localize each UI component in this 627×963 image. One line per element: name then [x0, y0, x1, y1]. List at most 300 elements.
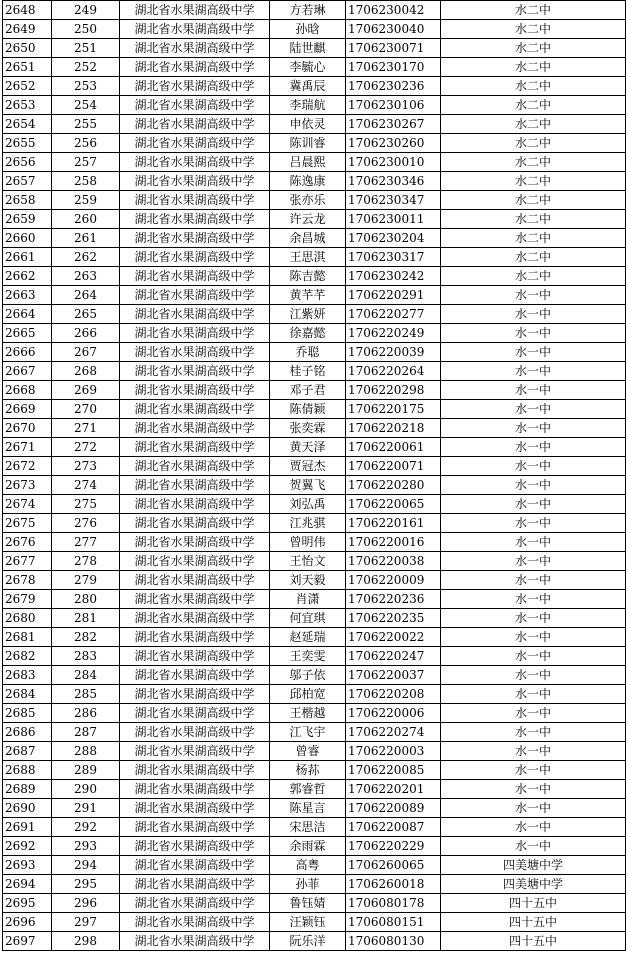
overall-index-cell: 2682 [3, 647, 52, 666]
table-row [3, 343, 626, 362]
origin-school-cell: 水一中 [441, 609, 626, 628]
table-row [3, 77, 626, 96]
school-index-cell: 287 [52, 723, 120, 742]
school-index-cell: 256 [52, 134, 120, 153]
school-name-cell: 湖北省水果湖高级中学 [120, 58, 270, 77]
student-name-cell: 高粤 [270, 856, 346, 875]
origin-school-cell: 四美塘中学 [441, 875, 626, 894]
overall-index-cell: 2690 [3, 799, 52, 818]
overall-index-cell: 2694 [3, 875, 52, 894]
school-index-cell: 263 [52, 267, 120, 286]
student-name-cell: 贺翼飞 [270, 476, 346, 495]
table-row [3, 96, 626, 115]
school-name-cell: 湖北省水果湖高级中学 [120, 685, 270, 704]
school-index-cell: 253 [52, 77, 120, 96]
student-name-cell: 陈倩颖 [270, 400, 346, 419]
school-index-cell: 261 [52, 229, 120, 248]
student-id-cell: 1706260065 [346, 856, 441, 875]
school-name-cell: 湖北省水果湖高级中学 [120, 419, 270, 438]
school-name-cell: 湖北省水果湖高级中学 [120, 723, 270, 742]
student-name-cell: 陈吉懿 [270, 267, 346, 286]
student-id-cell: 1706260018 [346, 875, 441, 894]
table-row [3, 495, 626, 514]
overall-index-cell: 2659 [3, 210, 52, 229]
overall-index-cell: 2675 [3, 514, 52, 533]
student-name-cell: 陈逸康 [270, 172, 346, 191]
student-name-cell: 张亦乐 [270, 191, 346, 210]
origin-school-cell: 水一中 [441, 305, 626, 324]
student-id-cell: 1706220006 [346, 704, 441, 723]
overall-index-cell: 2668 [3, 381, 52, 400]
overall-index-cell: 2671 [3, 438, 52, 457]
school-index-cell: 269 [52, 381, 120, 400]
school-name-cell: 湖北省水果湖高级中学 [120, 286, 270, 305]
student-name-cell: 孙菲 [270, 875, 346, 894]
table-row [3, 134, 626, 153]
student-name-cell: 鲁钰婧 [270, 894, 346, 913]
overall-index-cell: 2667 [3, 362, 52, 381]
school-index-cell: 283 [52, 647, 120, 666]
student-name-cell: 王怡文 [270, 552, 346, 571]
student-id-cell: 1706220277 [346, 305, 441, 324]
student-id-cell: 1706230317 [346, 248, 441, 267]
school-index-cell: 275 [52, 495, 120, 514]
overall-index-cell: 2653 [3, 96, 52, 115]
student-id-cell: 1706220298 [346, 381, 441, 400]
school-index-cell: 282 [52, 628, 120, 647]
overall-index-cell: 2691 [3, 818, 52, 837]
school-index-cell: 257 [52, 153, 120, 172]
school-name-cell: 湖北省水果湖高级中学 [120, 96, 270, 115]
student-name-cell: 张奕霖 [270, 419, 346, 438]
student-id-cell: 1706220249 [346, 324, 441, 343]
student-id-cell: 1706220235 [346, 609, 441, 628]
origin-school-cell: 水一中 [441, 685, 626, 704]
student-name-cell: 黄天泽 [270, 438, 346, 457]
school-name-cell: 湖北省水果湖高级中学 [120, 248, 270, 267]
table-row [3, 210, 626, 229]
student-name-cell: 余雨霖 [270, 837, 346, 856]
table-row [3, 685, 626, 704]
table-row [3, 723, 626, 742]
origin-school-cell: 水二中 [441, 248, 626, 267]
origin-school-cell: 水一中 [441, 742, 626, 761]
origin-school-cell: 水一中 [441, 723, 626, 742]
overall-index-cell: 2673 [3, 476, 52, 495]
overall-index-cell: 2657 [3, 172, 52, 191]
overall-index-cell: 2695 [3, 894, 52, 913]
student-name-cell: 孙晗 [270, 20, 346, 39]
origin-school-cell: 水一中 [441, 533, 626, 552]
overall-index-cell: 2693 [3, 856, 52, 875]
overall-index-cell: 2677 [3, 552, 52, 571]
overall-index-cell: 2683 [3, 666, 52, 685]
school-index-cell: 267 [52, 343, 120, 362]
overall-index-cell: 2650 [3, 39, 52, 58]
table-row [3, 780, 626, 799]
table-row [3, 571, 626, 590]
school-index-cell: 296 [52, 894, 120, 913]
origin-school-cell: 水二中 [441, 267, 626, 286]
student-name-cell: 赵延瑞 [270, 628, 346, 647]
school-name-cell: 湖北省水果湖高级中学 [120, 666, 270, 685]
origin-school-cell: 水一中 [441, 286, 626, 305]
school-index-cell: 281 [52, 609, 120, 628]
origin-school-cell: 四十五中 [441, 932, 626, 951]
student-name-cell: 余昌城 [270, 229, 346, 248]
overall-index-cell: 2661 [3, 248, 52, 267]
student-name-cell: 王奕雯 [270, 647, 346, 666]
student-id-cell: 1706220065 [346, 495, 441, 514]
student-name-cell: 何宜琪 [270, 609, 346, 628]
origin-school-cell: 水二中 [441, 210, 626, 229]
student-name-cell: 李毓心 [270, 58, 346, 77]
student-name-cell: 李瑞航 [270, 96, 346, 115]
table-row [3, 856, 626, 875]
table-row [3, 1, 626, 20]
table-row [3, 476, 626, 495]
admission-table [2, 0, 626, 951]
origin-school-cell: 水一中 [441, 495, 626, 514]
table-row [3, 552, 626, 571]
table-row [3, 818, 626, 837]
overall-index-cell: 2651 [3, 58, 52, 77]
student-id-cell: 1706220161 [346, 514, 441, 533]
origin-school-cell: 水一中 [441, 419, 626, 438]
overall-index-cell: 2665 [3, 324, 52, 343]
school-index-cell: 255 [52, 115, 120, 134]
school-name-cell: 湖北省水果湖高级中学 [120, 875, 270, 894]
student-id-cell: 1706220009 [346, 571, 441, 590]
origin-school-cell: 水一中 [441, 628, 626, 647]
student-name-cell: 江飞宇 [270, 723, 346, 742]
origin-school-cell: 水二中 [441, 20, 626, 39]
overall-index-cell: 2687 [3, 742, 52, 761]
school-name-cell: 湖北省水果湖高级中学 [120, 229, 270, 248]
origin-school-cell: 水一中 [441, 514, 626, 533]
school-index-cell: 280 [52, 590, 120, 609]
table-row [3, 58, 626, 77]
school-name-cell: 湖北省水果湖高级中学 [120, 115, 270, 134]
school-index-cell: 290 [52, 780, 120, 799]
origin-school-cell: 水二中 [441, 96, 626, 115]
student-name-cell: 王思淇 [270, 248, 346, 267]
overall-index-cell: 2676 [3, 533, 52, 552]
student-name-cell: 汪颖钰 [270, 913, 346, 932]
school-name-cell: 湖北省水果湖高级中学 [120, 343, 270, 362]
overall-index-cell: 2660 [3, 229, 52, 248]
origin-school-cell: 水一中 [441, 780, 626, 799]
student-name-cell: 刘天毅 [270, 571, 346, 590]
table-row [3, 533, 626, 552]
student-id-cell: 1706220061 [346, 438, 441, 457]
school-index-cell: 297 [52, 913, 120, 932]
school-name-cell: 湖北省水果湖高级中学 [120, 837, 270, 856]
student-id-cell: 1706230242 [346, 267, 441, 286]
table-row [3, 609, 626, 628]
school-index-cell: 293 [52, 837, 120, 856]
origin-school-cell: 水二中 [441, 134, 626, 153]
school-name-cell: 湖北省水果湖高级中学 [120, 571, 270, 590]
student-name-cell: 刘弘禹 [270, 495, 346, 514]
school-index-cell: 262 [52, 248, 120, 267]
table-row [3, 438, 626, 457]
table-row [3, 419, 626, 438]
school-index-cell: 271 [52, 419, 120, 438]
origin-school-cell: 水一中 [441, 704, 626, 723]
school-name-cell: 湖北省水果湖高级中学 [120, 628, 270, 647]
overall-index-cell: 2669 [3, 400, 52, 419]
overall-index-cell: 2662 [3, 267, 52, 286]
student-name-cell: 贾冠杰 [270, 457, 346, 476]
school-name-cell: 湖北省水果湖高级中学 [120, 191, 270, 210]
school-index-cell: 259 [52, 191, 120, 210]
overall-index-cell: 2689 [3, 780, 52, 799]
school-name-cell: 湖北省水果湖高级中学 [120, 20, 270, 39]
table-row [3, 647, 626, 666]
school-name-cell: 湖北省水果湖高级中学 [120, 172, 270, 191]
student-id-cell: 1706220071 [346, 457, 441, 476]
school-index-cell: 258 [52, 172, 120, 191]
origin-school-cell: 水二中 [441, 115, 626, 134]
school-index-cell: 288 [52, 742, 120, 761]
student-name-cell: 曾睿 [270, 742, 346, 761]
student-name-cell: 陆世麒 [270, 39, 346, 58]
school-name-cell: 湖北省水果湖高级中学 [120, 761, 270, 780]
overall-index-cell: 2672 [3, 457, 52, 476]
origin-school-cell: 水一中 [441, 761, 626, 780]
origin-school-cell: 水二中 [441, 58, 626, 77]
origin-school-cell: 四十五中 [441, 913, 626, 932]
student-id-cell: 1706230267 [346, 115, 441, 134]
table-row [3, 191, 626, 210]
overall-index-cell: 2678 [3, 571, 52, 590]
student-id-cell: 1706230204 [346, 229, 441, 248]
student-name-cell: 王楷越 [270, 704, 346, 723]
school-name-cell: 湖北省水果湖高级中学 [120, 913, 270, 932]
student-id-cell: 1706230010 [346, 153, 441, 172]
origin-school-cell: 四美塘中学 [441, 856, 626, 875]
school-name-cell: 湖北省水果湖高级中学 [120, 457, 270, 476]
student-id-cell: 1706080178 [346, 894, 441, 913]
school-name-cell: 湖北省水果湖高级中学 [120, 742, 270, 761]
table-row [3, 704, 626, 723]
student-name-cell: 乔聪 [270, 343, 346, 362]
student-id-cell: 1706230042 [346, 1, 441, 20]
overall-index-cell: 2685 [3, 704, 52, 723]
student-name-cell: 邬子依 [270, 666, 346, 685]
student-name-cell: 宋思洁 [270, 818, 346, 837]
student-id-cell: 1706230236 [346, 77, 441, 96]
student-name-cell: 黄芊芊 [270, 286, 346, 305]
origin-school-cell: 水一中 [441, 362, 626, 381]
student-id-cell: 1706230011 [346, 210, 441, 229]
school-index-cell: 279 [52, 571, 120, 590]
student-name-cell: 方若琳 [270, 1, 346, 20]
student-name-cell: 邓子君 [270, 381, 346, 400]
student-name-cell: 冀禹辰 [270, 77, 346, 96]
school-index-cell: 260 [52, 210, 120, 229]
overall-index-cell: 2684 [3, 685, 52, 704]
student-id-cell: 1706230346 [346, 172, 441, 191]
overall-index-cell: 2664 [3, 305, 52, 324]
overall-index-cell: 2655 [3, 134, 52, 153]
table-row [3, 20, 626, 39]
overall-index-cell: 2670 [3, 419, 52, 438]
table-row [3, 248, 626, 267]
origin-school-cell: 水一中 [441, 590, 626, 609]
table-row [3, 666, 626, 685]
school-name-cell: 湖北省水果湖高级中学 [120, 590, 270, 609]
school-name-cell: 湖北省水果湖高级中学 [120, 77, 270, 96]
school-name-cell: 湖北省水果湖高级中学 [120, 362, 270, 381]
student-id-cell: 1706080130 [346, 932, 441, 951]
school-index-cell: 252 [52, 58, 120, 77]
origin-school-cell: 水二中 [441, 191, 626, 210]
table-row [3, 400, 626, 419]
overall-index-cell: 2674 [3, 495, 52, 514]
school-name-cell: 湖北省水果湖高级中学 [120, 647, 270, 666]
school-index-cell: 265 [52, 305, 120, 324]
student-id-cell: 1706220085 [346, 761, 441, 780]
overall-index-cell: 2663 [3, 286, 52, 305]
student-name-cell: 肖潇 [270, 590, 346, 609]
overall-index-cell: 2649 [3, 20, 52, 39]
overall-index-cell: 2658 [3, 191, 52, 210]
student-id-cell: 1706220247 [346, 647, 441, 666]
table-row [3, 837, 626, 856]
school-name-cell: 湖北省水果湖高级中学 [120, 533, 270, 552]
table-row [3, 115, 626, 134]
origin-school-cell: 水二中 [441, 77, 626, 96]
school-index-cell: 289 [52, 761, 120, 780]
origin-school-cell: 水一中 [441, 324, 626, 343]
school-index-cell: 276 [52, 514, 120, 533]
student-id-cell: 1706220087 [346, 818, 441, 837]
origin-school-cell: 水二中 [441, 229, 626, 248]
overall-index-cell: 2697 [3, 932, 52, 951]
student-name-cell: 吕晨熙 [270, 153, 346, 172]
school-name-cell: 湖北省水果湖高级中学 [120, 780, 270, 799]
school-name-cell: 湖北省水果湖高级中学 [120, 932, 270, 951]
table-row [3, 286, 626, 305]
overall-index-cell: 2680 [3, 609, 52, 628]
origin-school-cell: 水二中 [441, 39, 626, 58]
table-body [3, 1, 626, 951]
table-row [3, 628, 626, 647]
student-id-cell: 1706230347 [346, 191, 441, 210]
school-name-cell: 湖北省水果湖高级中学 [120, 210, 270, 229]
student-id-cell: 1706220175 [346, 400, 441, 419]
student-name-cell: 江兆骐 [270, 514, 346, 533]
school-name-cell: 湖北省水果湖高级中学 [120, 305, 270, 324]
student-id-cell: 1706220089 [346, 799, 441, 818]
school-index-cell: 254 [52, 96, 120, 115]
student-id-cell: 1706220038 [346, 552, 441, 571]
overall-index-cell: 2652 [3, 77, 52, 96]
school-name-cell: 湖北省水果湖高级中学 [120, 153, 270, 172]
student-name-cell: 许云龙 [270, 210, 346, 229]
school-name-cell: 湖北省水果湖高级中学 [120, 609, 270, 628]
student-id-cell: 1706230106 [346, 96, 441, 115]
table-row [3, 761, 626, 780]
student-id-cell: 1706080151 [346, 913, 441, 932]
origin-school-cell: 水一中 [441, 647, 626, 666]
overall-index-cell: 2681 [3, 628, 52, 647]
school-name-cell: 湖北省水果湖高级中学 [120, 400, 270, 419]
student-name-cell: 杨荪 [270, 761, 346, 780]
student-id-cell: 1706220022 [346, 628, 441, 647]
origin-school-cell: 水一中 [441, 381, 626, 400]
table-row [3, 362, 626, 381]
school-name-cell: 湖北省水果湖高级中学 [120, 39, 270, 58]
school-name-cell: 湖北省水果湖高级中学 [120, 818, 270, 837]
overall-index-cell: 2679 [3, 590, 52, 609]
school-index-cell: 250 [52, 20, 120, 39]
school-index-cell: 273 [52, 457, 120, 476]
school-index-cell: 285 [52, 685, 120, 704]
table-row [3, 913, 626, 932]
origin-school-cell: 水一中 [441, 438, 626, 457]
student-id-cell: 1706230260 [346, 134, 441, 153]
table-row [3, 799, 626, 818]
student-name-cell: 徐嘉懿 [270, 324, 346, 343]
school-name-cell: 湖北省水果湖高级中学 [120, 1, 270, 20]
table-row [3, 324, 626, 343]
origin-school-cell: 水一中 [441, 400, 626, 419]
school-name-cell: 湖北省水果湖高级中学 [120, 324, 270, 343]
school-index-cell: 277 [52, 533, 120, 552]
school-name-cell: 湖北省水果湖高级中学 [120, 134, 270, 153]
student-id-cell: 1706230071 [346, 39, 441, 58]
student-name-cell: 阮乐洋 [270, 932, 346, 951]
student-id-cell: 1706220218 [346, 419, 441, 438]
student-name-cell: 江紫妍 [270, 305, 346, 324]
student-id-cell: 1706220201 [346, 780, 441, 799]
table-row [3, 305, 626, 324]
student-id-cell: 1706220280 [346, 476, 441, 495]
origin-school-cell: 水一中 [441, 818, 626, 837]
table-row [3, 875, 626, 894]
student-name-cell: 邱柏宽 [270, 685, 346, 704]
table-row [3, 590, 626, 609]
overall-index-cell: 2656 [3, 153, 52, 172]
school-name-cell: 湖北省水果湖高级中学 [120, 514, 270, 533]
school-index-cell: 291 [52, 799, 120, 818]
origin-school-cell: 水一中 [441, 457, 626, 476]
school-name-cell: 湖北省水果湖高级中学 [120, 476, 270, 495]
student-id-cell: 1706220039 [346, 343, 441, 362]
student-name-cell: 陈训睿 [270, 134, 346, 153]
school-index-cell: 251 [52, 39, 120, 58]
school-name-cell: 湖北省水果湖高级中学 [120, 267, 270, 286]
school-index-cell: 272 [52, 438, 120, 457]
overall-index-cell: 2666 [3, 343, 52, 362]
school-index-cell: 270 [52, 400, 120, 419]
origin-school-cell: 水一中 [441, 343, 626, 362]
school-name-cell: 湖北省水果湖高级中学 [120, 438, 270, 457]
school-name-cell: 湖北省水果湖高级中学 [120, 704, 270, 723]
student-name-cell: 郭睿哲 [270, 780, 346, 799]
school-name-cell: 湖北省水果湖高级中学 [120, 894, 270, 913]
overall-index-cell: 2688 [3, 761, 52, 780]
student-name-cell: 桂子铭 [270, 362, 346, 381]
school-index-cell: 292 [52, 818, 120, 837]
school-name-cell: 湖北省水果湖高级中学 [120, 381, 270, 400]
school-index-cell: 298 [52, 932, 120, 951]
origin-school-cell: 四十五中 [441, 894, 626, 913]
student-id-cell: 1706220016 [346, 533, 441, 552]
